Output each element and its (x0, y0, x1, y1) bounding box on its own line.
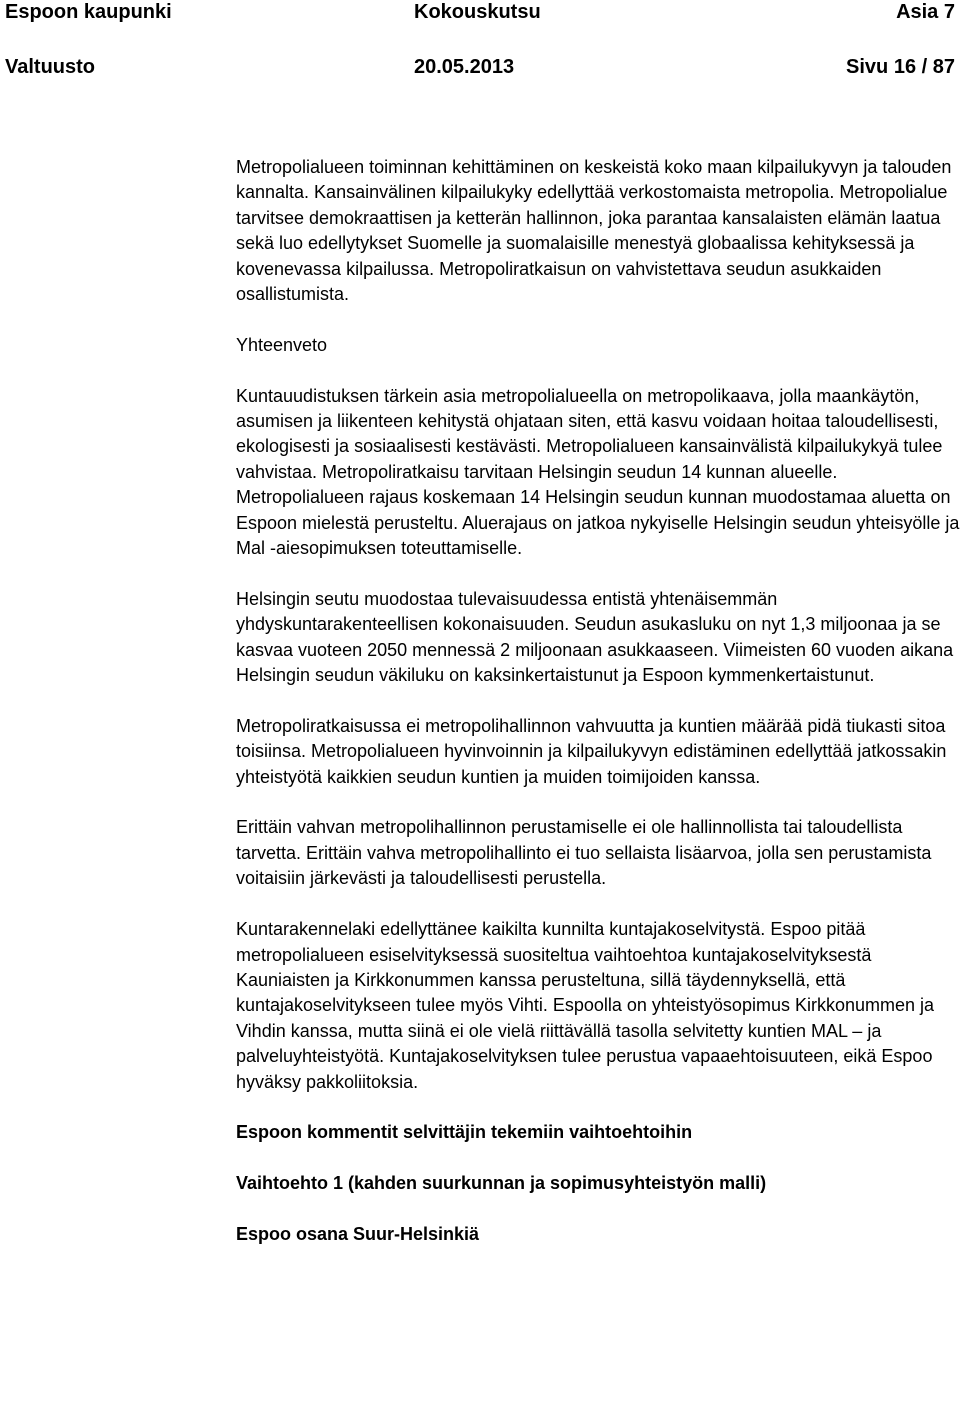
header-organization: Espoon kaupunki (5, 1, 172, 23)
header-body: Valtuusto (5, 56, 96, 78)
paragraph-metropolitan-development: Metropolialueen toiminnan kehittäminen on keskeistä koko maan kilpailukyvyn ja talouden kannalta. Kansainvälinen kilpailukyky edellyttää verkostomaista metropolia. Metropolialue tarvitsee demokraattisen ja ketterän hallinnon, joka parantaa kansalaisten elämän laatua sekä luo edellytykset Suomelle ja suomalaisille menestyä globaalissa kehityksessä ja kovenevassa kilpailussa. Metropoliratkaisun on vahvistettava seudun asukkaiden osallistumista. (236, 157, 952, 305)
header-row-1 (5, 0, 955, 24)
header-page-number: Sivu 16 / 87 (846, 56, 955, 78)
heading-espoo-suur-helsinki: Espoo osana Suur-Helsinkiä (236, 1223, 480, 1244)
paragraph-metropolitan-solution: Metropoliratkaisussa ei metropolihallinnon vahvuutta ja kuntien määrää pidä tiukasti sitoa toisiinsa. Metropolialueen hyvinvoinnin ja kilpailukyvyn edistäminen edellyttää jatkossakin yhteistyötä kaikkien seudun kuntien ja muiden toimijoiden kanssa. (236, 715, 947, 787)
paragraph-helsinki-region: Helsingin seutu muodostaa tulevaisuudessa entistä yhtenäisemmän yhdyskuntarakenteellisen kokonaisuuden. Seudun asukasluku on nyt 1,3 miljoonaa ja se kasvaa vuoteen 2050 mennessä 2 miljoonaan asukkaaseen. Viimeisten 60 vuoden aikana Helsingin seudun väkiluku on kaksinkertaistunut ja Espoon kymmenkertaistunut. (236, 588, 954, 686)
document-body (236, 155, 960, 1247)
paragraph-summary-reform: Kuntauudistuksen tärkein asia metropolialueella on metropolikaava, jolla maankäytön, asumisen ja liikenteen kehitystä ohjataan siten, että kasvu voidaan hoitaa taloudellisesti, ekologisesti ja sosiaalisesti kestävästi. Metropolialueen kansainvälistä kilpailukykyä tulee vahvistaa. Metropoliratkaisu tarvitaan Helsingin seudun 14 kunnan alueelle. Metropolialueen rajaus koskemaan 14 Helsingin seudun kunnan muodostamaa aluetta on Espoon mielestä perusteltu. Aluerajaus on jatkoa nykyiselle Helsingin seudun yhteisyölle ja Mal -aiesopimuksen toteuttamiselle. (236, 385, 960, 559)
header-document-type: Kokouskutsu (414, 1, 541, 23)
heading-option-1: Vaihtoehto 1 (kahden suurkunnan ja sopimusyhteistyön malli) (236, 1173, 767, 1194)
header-row-2 (5, 55, 955, 79)
paragraph-strong-administration: Erittäin vahvan metropolihallinnon perustamiselle ei ole hallinnollista tai taloudellista tarvetta. Erittäin vahva metropolihallinto ei tuo sellaista lisäarvoa, jolla sen perustamista voitaisiin järkevästi ja taloudellisesti perustella. (236, 817, 932, 889)
header-date: 20.05.2013 (414, 56, 515, 78)
heading-espoo-comments: Espoon kommentit selvittäjin tekemiin vaihtoehtoihin (236, 1122, 693, 1143)
header-agenda-item: Asia 7 (896, 1, 955, 23)
heading-summary-text: Yhteenveto (236, 334, 328, 355)
heading-summary (236, 333, 960, 358)
paragraph-municipal-structure-law: Kuntarakennelaki edellyttänee kaikilta kunnilta kuntajakoselvitystä. Espoo pitää metropolialueen esiselvityksessä suositeltua vaihtoehtoa kuntajakoselvityksestä Kauniaisten ja Kirkkonummen kanssa perusteltuna, sillä täydennyksellä, että kuntajakoselvitykseen tulee myös Vihti. Espoolla on yhteistyösopimus Kirkkonummen ja Vihdin kanssa, mutta siinä ei ole vielä riittävällä tasolla selvitetty kuntien MAL – ja palveluyhteistyötä. Kuntajakoselvityksen tulee perustua vapaaehtoisuuteen, eikä Espoo hyväksy pakkoliitoksia. (236, 919, 935, 1092)
